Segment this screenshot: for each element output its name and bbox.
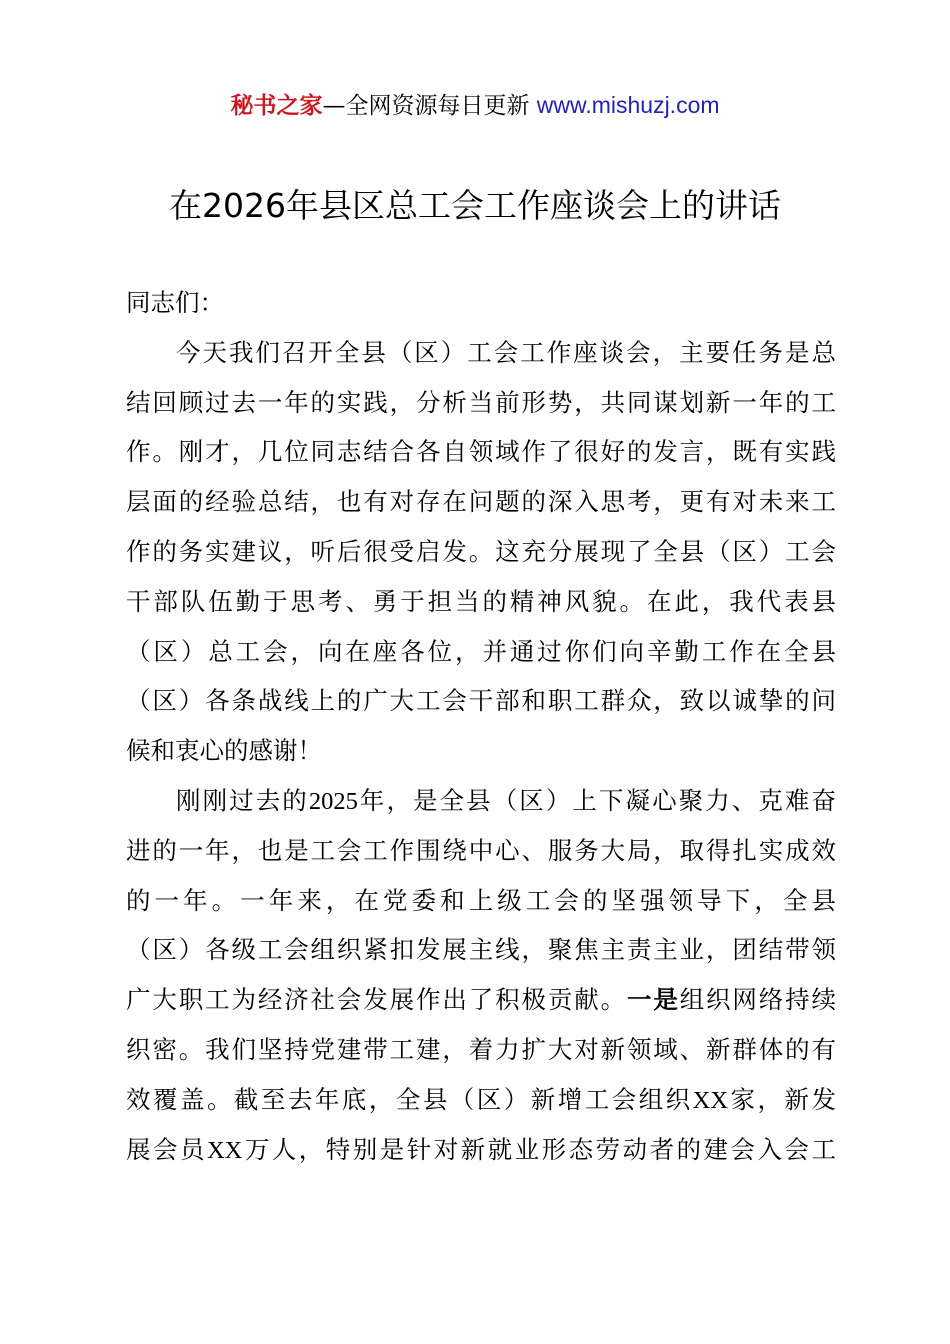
document-body: [126, 278, 836, 1174]
year-number: 2025: [308, 787, 358, 815]
paragraph-line: （区）各级工会组织紧扣发展主线，聚焦主责主业，团结带领: [126, 935, 836, 965]
paragraph-review: [126, 776, 836, 1174]
title-text: 在2026年县区总工会工作座谈会上的讲话: [169, 186, 781, 225]
paragraph-line: 织密。我们坚持党建带工建，着力扩大对新领域、新群体的有: [126, 1034, 836, 1064]
paragraph-line: 候和衷心的感谢！: [126, 736, 322, 766]
paragraph-line: 进的一年，也是工会工作围绕中心、服务大局，取得扎实成效: [126, 835, 836, 865]
text-run: 年，是全县（区）上下凝心聚力、克难奋: [357, 785, 837, 815]
paragraph-line: [126, 975, 836, 1025]
paragraph-line: （区）各条战线上的广大工会干部和职工群众，致以诚挚的问: [126, 686, 836, 716]
paragraph-line: 今天我们召开全县（区）工会工作座谈会，主要任务是总: [176, 337, 836, 367]
brand-name: 秘书之家: [230, 93, 323, 119]
text-run: 效覆盖。截至去年底，全县（区）新增工会组织: [126, 1084, 693, 1114]
paragraph-line: [126, 1075, 836, 1125]
placeholder-number: XX: [692, 1086, 729, 1114]
emphasis-label: 一是: [626, 985, 680, 1015]
site-url[interactable]: www.mishuzj.com: [536, 92, 720, 118]
document-title: [0, 183, 950, 229]
text-run: 刚刚过去的: [176, 785, 309, 815]
text-run: 家，新发: [728, 1084, 836, 1114]
paragraph-line: 作的务实建议，听后很受启发。这充分展现了全县（区）工会: [126, 536, 836, 566]
site-header: [0, 88, 950, 123]
paragraph-line: 的一年。一年来，在党委和上级工会的坚强领导下，全县: [126, 885, 836, 915]
paragraph-line: [126, 776, 836, 826]
paragraph-line: 作。刚才，几位同志结合各自领域作了很好的发言，既有实践: [126, 437, 836, 467]
paragraph-opening: [126, 328, 836, 776]
text-run: 展会员: [126, 1134, 207, 1164]
placeholder-number: XX: [206, 1136, 243, 1164]
paragraph-line: 结回顾过去一年的实践，分析当前形势，共同谋划新一年的工: [126, 387, 836, 417]
paragraph-line: [126, 1125, 836, 1175]
salutation: 同志们：: [126, 288, 224, 317]
text-run: 广大职工为经济社会发展作出了积极贡献。: [126, 985, 627, 1015]
paragraph-line: 层面的经验总结，也有对存在问题的深入思考，更有对未来工: [126, 487, 836, 517]
paragraph-line: （区）总工会，向在座各位，并通过你们向辛勤工作在全县: [126, 636, 836, 666]
paragraph-line: 干部队伍勤于思考、勇于担当的精神风貌。在此，我代表县: [126, 586, 836, 616]
text-run: 万人，特别是针对新就业形态劳动者的建会入会工: [242, 1134, 836, 1164]
text-run: 组织网络持续: [679, 985, 837, 1015]
slogan: —全网资源每日更新: [322, 93, 530, 119]
